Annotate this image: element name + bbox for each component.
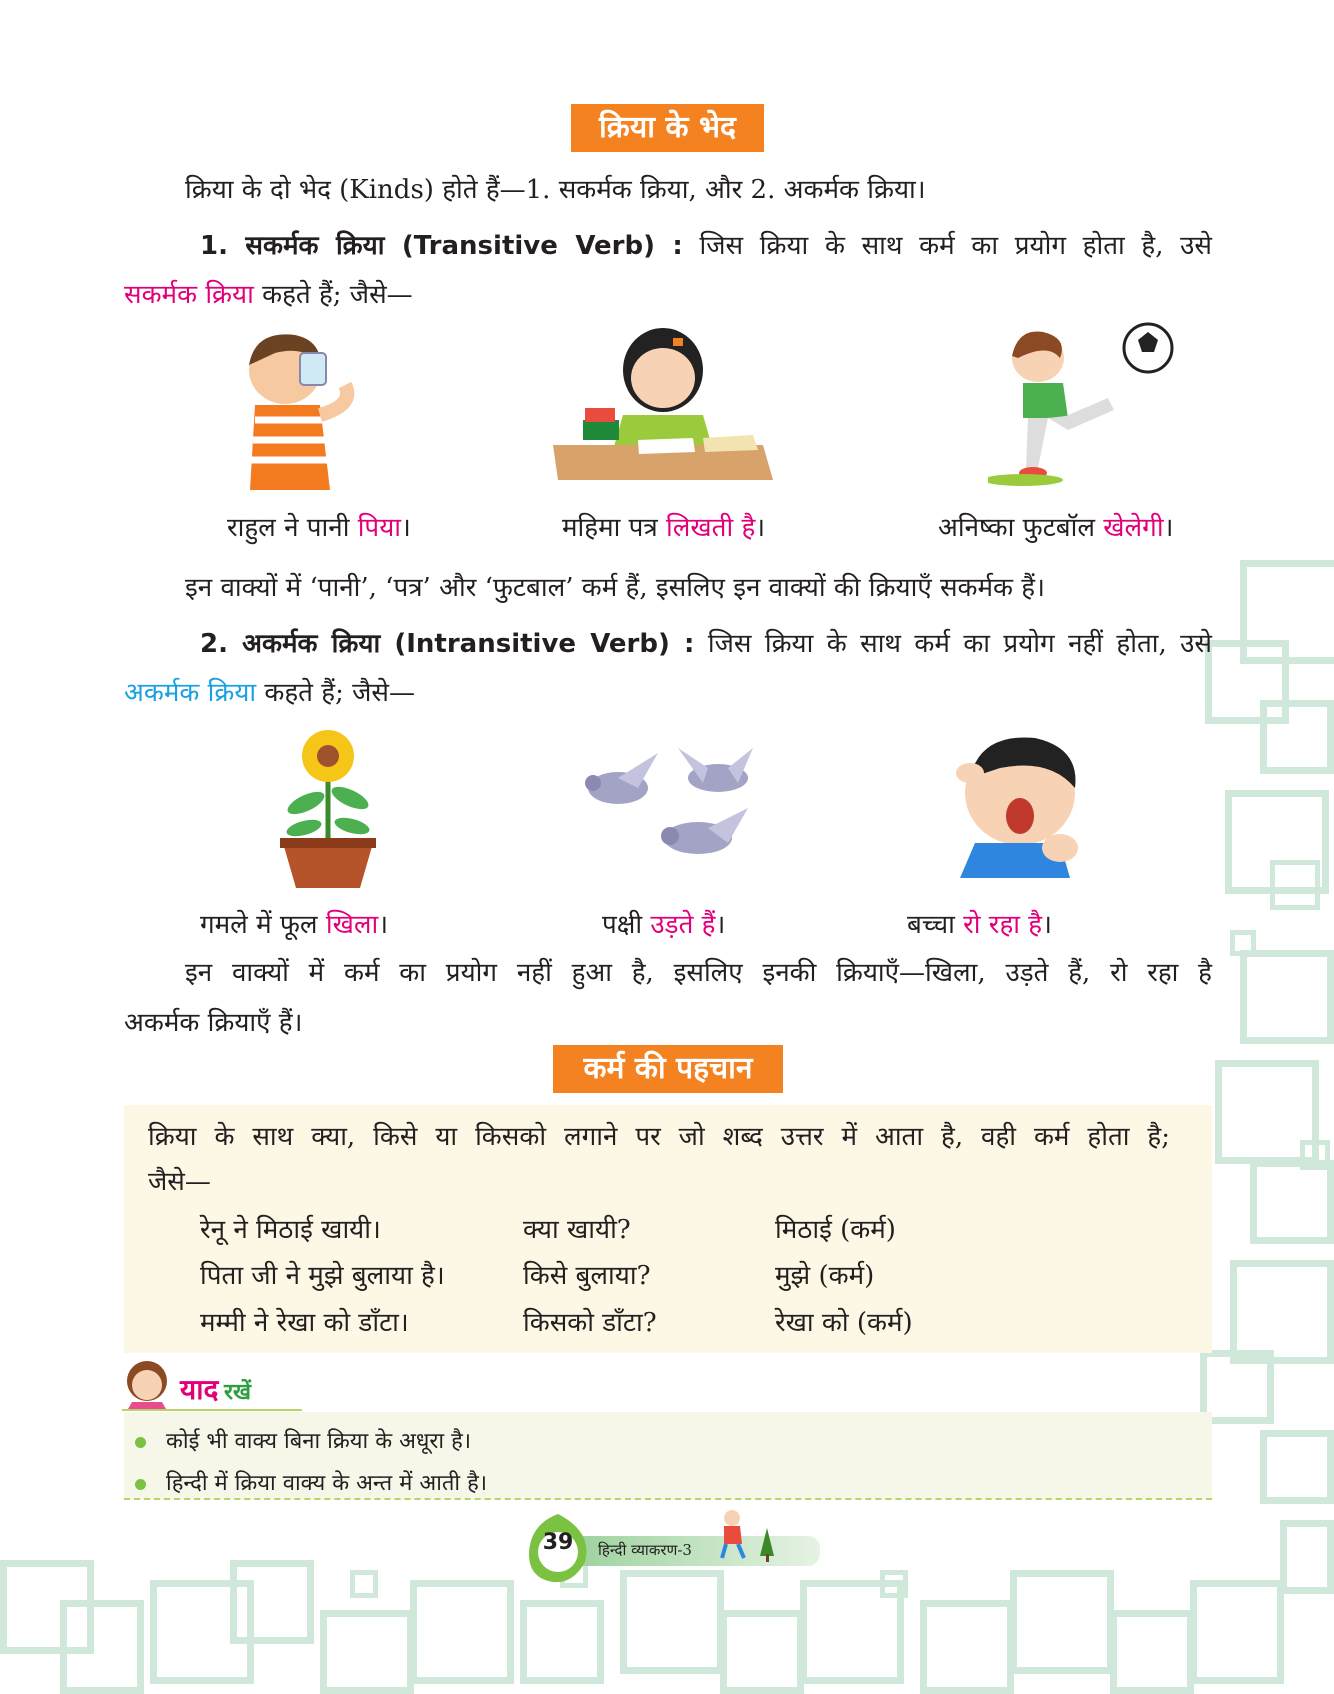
intransitive-label: 2. अकर्मक क्रिया (Intransitive Verb) : [200,629,695,659]
example-verb: उड़ते हैं [650,910,716,940]
example-verb: खिला [325,910,379,940]
table-row-1-question: क्या खायी? [523,1215,631,1245]
intransitive-def-text: जिस क्रिया के साथ कर्म का प्रयोग नहीं होता, उसे [707,629,1213,659]
example-verb: रो रहा है [963,910,1043,940]
table-row-2-sentence: पिता जी ने मुझे बुलाया है। [200,1261,445,1291]
section-heading-kinds: क्रिया के भेद [571,104,764,152]
example-subject: गमले में फूल [200,910,326,940]
remember-point-2 [135,1467,487,1497]
example-subject: महिमा पत्र [562,513,667,543]
example-end: । [715,910,726,940]
girl-writing-letter-illustration [553,320,773,485]
birds-flying-illustration [578,748,788,868]
identify-rule-line2: जैसे— [148,1167,211,1197]
table-row-2-answer: मुझे (कर्म) [775,1261,875,1291]
boy-drinking-water-illustration [225,325,385,495]
example-subject: बच्चा [907,910,964,940]
transitive-example-2 [562,508,765,544]
girl-avatar-icon [122,1357,172,1409]
example-end: । [1042,910,1052,940]
example-subject: पक्षी [602,910,651,940]
remember-title-main: याद [180,1373,219,1406]
intransitive-example-3 [907,905,1052,941]
intransitive-example-1 [200,905,388,941]
flower-pot-illustration [268,718,388,893]
remember-title [180,1370,251,1408]
book-title: हिन्दी व्याकरण-3 [598,1541,692,1559]
intransitive-example-2 [602,905,725,941]
transitive-example-1 [227,508,411,544]
remember-point-1 [135,1425,471,1455]
example-verb: लिखती है [666,513,756,543]
boy-skating-icon [712,1508,782,1564]
intransitive-definition-line1 [200,624,1212,660]
example-verb: पिया [357,513,402,543]
transitive-after: कहते हैं; जैसे— [262,280,413,310]
intransitive-summary-line2: अकर्मक क्रियाएँ हैं। [124,1008,303,1038]
girl-playing-football-illustration [988,318,1188,488]
intransitive-after: कहते हैं; जैसे— [264,678,415,708]
page-number: 39 [542,1530,574,1555]
intro-text: क्रिया के दो भेद (Kinds) होते हैं—1. सकर्मक क्रिया, और 2. अकर्मक क्रिया। [185,175,926,205]
transitive-summary: इन वाक्यों में ‘पानी’, ‘पत्र’ और ‘फुटबाल’ कर्म हैं, इसलिए इन वाक्यों की क्रियाएँ सकर्मक हैं। [185,573,1045,603]
bullet-icon [135,1437,146,1448]
table-row-3-answer: रेखा को (कर्म) [775,1308,913,1338]
remember-title-underline [122,1409,302,1411]
transitive-def-text: जिस क्रिया के साथ कर्म का प्रयोग होता है, उसे [699,231,1212,261]
bullet-icon [135,1479,146,1490]
table-row-3-sentence: मम्मी ने रेखा को डाँटा। [200,1308,409,1338]
intransitive-summary-line1: इन वाक्यों में कर्म का प्रयोग नहीं हुआ है, इसलिए इनकी क्रियाएँ—खिला, उड़ते हैं, रो रहा है [185,958,1212,988]
table-row-2-question: किसे बुलाया? [523,1261,651,1291]
section-heading-object-identification: कर्म की पहचान [553,1045,783,1093]
example-end: । [378,910,389,940]
transitive-definition-line2 [124,275,413,311]
intransitive-definition-line2 [124,673,415,709]
table-row-1-answer: मिठाई (कर्म) [775,1215,896,1245]
example-end: । [1163,513,1174,543]
transitive-example-3 [938,508,1173,544]
crying-boy-illustration [940,728,1090,878]
table-row-3-question: किसको डाँटा? [523,1308,657,1338]
remember-title-sub: रखें [223,1380,251,1405]
example-verb: खेलेगी [1103,513,1164,543]
remember-point-text: हिन्दी में क्रिया वाक्य के अन्त में आती है। [166,1471,488,1496]
intransitive-term: अकर्मक क्रिया [124,678,257,708]
example-subject: अनिष्का फुटबॉल [938,513,1104,543]
transitive-definition-line1 [200,226,1212,262]
identify-rule-line1: क्रिया के साथ क्या, किसे या किसको लगाने पर जो शब्द उत्तर में आता है, वही कर्म होता है; [148,1122,1170,1152]
example-end: । [755,513,766,543]
table-row-1-sentence: रेनू ने मिठाई खायी। [200,1215,381,1245]
remember-point-text: कोई भी वाक्य बिना क्रिया के अधूरा है। [166,1429,472,1454]
transitive-label: 1. सकर्मक क्रिया (Transitive Verb) : [200,231,683,261]
transitive-term: सकर्मक क्रिया [124,280,254,310]
example-end: । [401,513,411,543]
example-subject: राहुल ने पानी [227,513,358,543]
